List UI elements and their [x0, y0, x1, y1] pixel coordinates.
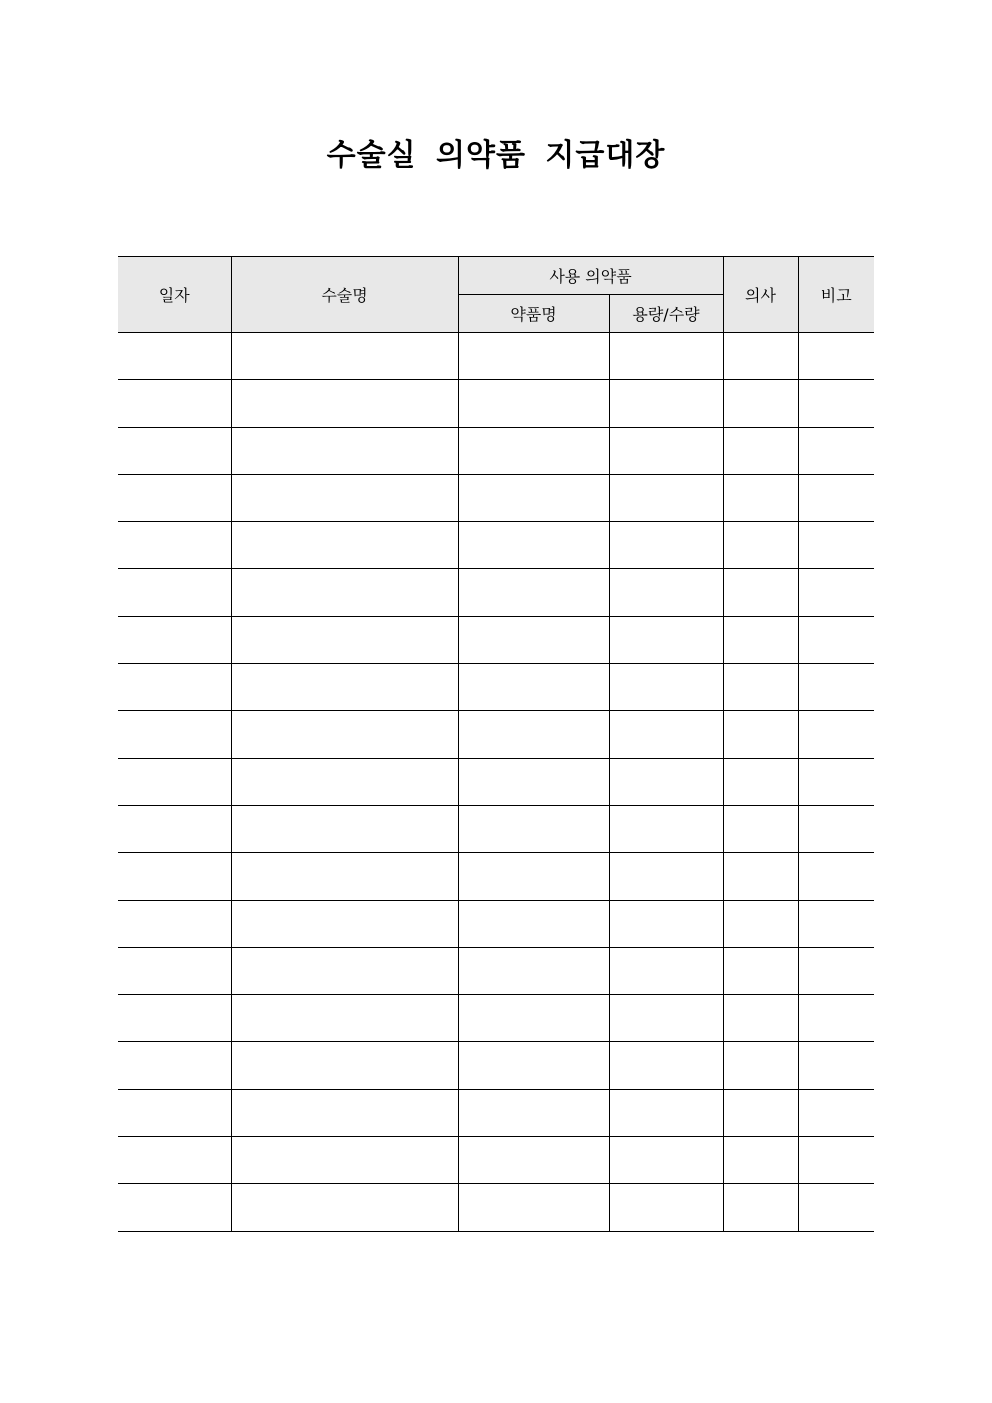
- doctor-cell[interactable]: [723, 474, 798, 521]
- page-title: 수술실 의약품 지급대장: [326, 138, 666, 173]
- date-cell[interactable]: [118, 805, 231, 852]
- remarks-cell[interactable]: [798, 1042, 874, 1089]
- table-row: [118, 1184, 874, 1231]
- medicine-name-cell[interactable]: [458, 1089, 609, 1136]
- dose-quantity-cell[interactable]: [609, 380, 723, 427]
- doctor-cell[interactable]: [723, 427, 798, 474]
- remarks-cell[interactable]: [798, 616, 874, 663]
- doctor-cell[interactable]: [723, 947, 798, 994]
- dose-quantity-cell[interactable]: [609, 1089, 723, 1136]
- remarks-cell[interactable]: [798, 569, 874, 616]
- dose-quantity-cell[interactable]: [609, 1042, 723, 1089]
- table-row: [118, 380, 874, 427]
- surgery-name-cell[interactable]: [231, 995, 458, 1042]
- medicine-name-cell[interactable]: [458, 805, 609, 852]
- doctor-cell[interactable]: [723, 522, 798, 569]
- surgery-name-cell[interactable]: [231, 427, 458, 474]
- doctor-cell[interactable]: [723, 1184, 798, 1231]
- medicine-name-cell[interactable]: [458, 711, 609, 758]
- header-remarks: 비고: [798, 257, 874, 333]
- medicine-name-cell[interactable]: [458, 427, 609, 474]
- table-row: [118, 995, 874, 1042]
- date-cell[interactable]: [118, 900, 231, 947]
- surgery-name-cell[interactable]: [231, 1184, 458, 1231]
- table-header: [118, 257, 874, 333]
- date-cell[interactable]: [118, 995, 231, 1042]
- surgery-name-cell[interactable]: [231, 1137, 458, 1184]
- medicine-name-cell[interactable]: [458, 853, 609, 900]
- medicine-name-cell[interactable]: [458, 616, 609, 663]
- date-cell[interactable]: [118, 1184, 231, 1231]
- header-dose-quantity: 용량/수량: [609, 295, 723, 333]
- dose-quantity-cell[interactable]: [609, 333, 723, 380]
- medicine-name-cell[interactable]: [458, 522, 609, 569]
- doctor-cell[interactable]: [723, 853, 798, 900]
- date-cell[interactable]: [118, 947, 231, 994]
- date-cell[interactable]: [118, 1042, 231, 1089]
- table-row: [118, 474, 874, 521]
- doctor-cell[interactable]: [723, 380, 798, 427]
- date-cell[interactable]: [118, 664, 231, 711]
- doctor-cell[interactable]: [723, 333, 798, 380]
- header-medicine-group: 사용 의약품: [458, 257, 723, 295]
- remarks-cell[interactable]: [798, 333, 874, 380]
- remarks-cell[interactable]: [798, 664, 874, 711]
- remarks-cell[interactable]: [798, 522, 874, 569]
- remarks-cell[interactable]: [798, 711, 874, 758]
- table-row: [118, 853, 874, 900]
- dose-quantity-cell[interactable]: [609, 569, 723, 616]
- remarks-cell[interactable]: [798, 900, 874, 947]
- surgery-name-cell[interactable]: [231, 711, 458, 758]
- table-row: [118, 900, 874, 947]
- dose-quantity-cell[interactable]: [609, 711, 723, 758]
- date-cell[interactable]: [118, 333, 231, 380]
- surgery-name-cell[interactable]: [231, 900, 458, 947]
- medicine-name-cell[interactable]: [458, 1042, 609, 1089]
- table-body: [118, 333, 874, 1232]
- table-row: [118, 947, 874, 994]
- surgery-name-cell[interactable]: [231, 474, 458, 521]
- date-cell[interactable]: [118, 616, 231, 663]
- medicine-name-cell[interactable]: [458, 947, 609, 994]
- surgery-name-cell[interactable]: [231, 569, 458, 616]
- medicine-name-cell[interactable]: [458, 664, 609, 711]
- doctor-cell[interactable]: [723, 1137, 798, 1184]
- doctor-cell[interactable]: [723, 1089, 798, 1136]
- medicine-name-cell[interactable]: [458, 474, 609, 521]
- table-row: [118, 522, 874, 569]
- table-row: [118, 333, 874, 380]
- medicine-name-cell[interactable]: [458, 1184, 609, 1231]
- table-row: [118, 569, 874, 616]
- medicine-name-cell[interactable]: [458, 333, 609, 380]
- header-medicine-name: 약품명: [458, 295, 609, 333]
- table-row: [118, 711, 874, 758]
- remarks-cell[interactable]: [798, 1137, 874, 1184]
- doctor-cell[interactable]: [723, 616, 798, 663]
- doctor-cell[interactable]: [723, 664, 798, 711]
- remarks-cell[interactable]: [798, 805, 874, 852]
- surgery-name-cell[interactable]: [231, 616, 458, 663]
- medicine-name-cell[interactable]: [458, 380, 609, 427]
- date-cell[interactable]: [118, 758, 231, 805]
- date-cell[interactable]: [118, 569, 231, 616]
- remarks-cell[interactable]: [798, 758, 874, 805]
- dose-quantity-cell[interactable]: [609, 758, 723, 805]
- remarks-cell[interactable]: [798, 474, 874, 521]
- surgery-name-cell[interactable]: [231, 758, 458, 805]
- dose-quantity-cell[interactable]: [609, 616, 723, 663]
- dose-quantity-cell[interactable]: [609, 664, 723, 711]
- table-row: [118, 616, 874, 663]
- date-cell[interactable]: [118, 853, 231, 900]
- dose-quantity-cell[interactable]: [609, 805, 723, 852]
- surgery-name-cell[interactable]: [231, 947, 458, 994]
- dose-quantity-cell[interactable]: [609, 947, 723, 994]
- doctor-cell[interactable]: [723, 758, 798, 805]
- date-cell[interactable]: [118, 474, 231, 521]
- medicine-name-cell[interactable]: [458, 1137, 609, 1184]
- remarks-cell[interactable]: [798, 380, 874, 427]
- table-row: [118, 1042, 874, 1089]
- remarks-cell[interactable]: [798, 427, 874, 474]
- table-row: [118, 1089, 874, 1136]
- surgery-name-cell[interactable]: [231, 380, 458, 427]
- medicine-name-cell[interactable]: [458, 569, 609, 616]
- dose-quantity-cell[interactable]: [609, 1184, 723, 1231]
- remarks-cell[interactable]: [798, 995, 874, 1042]
- date-cell[interactable]: [118, 380, 231, 427]
- medicine-ledger-table: [118, 256, 874, 1232]
- date-cell[interactable]: [118, 711, 231, 758]
- table-row: [118, 805, 874, 852]
- surgery-name-cell[interactable]: [231, 853, 458, 900]
- doctor-cell[interactable]: [723, 805, 798, 852]
- table-row: [118, 1137, 874, 1184]
- remarks-cell[interactable]: [798, 853, 874, 900]
- dose-quantity-cell[interactable]: [609, 522, 723, 569]
- remarks-cell[interactable]: [798, 1184, 874, 1231]
- doctor-cell[interactable]: [723, 711, 798, 758]
- remarks-cell[interactable]: [798, 1089, 874, 1136]
- date-cell[interactable]: [118, 522, 231, 569]
- date-cell[interactable]: [118, 1089, 231, 1136]
- dose-quantity-cell[interactable]: [609, 474, 723, 521]
- medicine-name-cell[interactable]: [458, 758, 609, 805]
- dose-quantity-cell[interactable]: [609, 853, 723, 900]
- medicine-name-cell[interactable]: [458, 995, 609, 1042]
- surgery-name-cell[interactable]: [231, 664, 458, 711]
- table-row: [118, 664, 874, 711]
- table-row: [118, 427, 874, 474]
- surgery-name-cell[interactable]: [231, 522, 458, 569]
- date-cell[interactable]: [118, 427, 231, 474]
- dose-quantity-cell[interactable]: [609, 995, 723, 1042]
- medicine-name-cell[interactable]: [458, 900, 609, 947]
- date-cell[interactable]: [118, 1137, 231, 1184]
- header-surgery-name: 수술명: [231, 257, 458, 333]
- doctor-cell[interactable]: [723, 995, 798, 1042]
- header-doctor: 의사: [723, 257, 798, 333]
- doctor-cell[interactable]: [723, 1042, 798, 1089]
- surgery-name-cell[interactable]: [231, 1089, 458, 1136]
- surgery-name-cell[interactable]: [231, 333, 458, 380]
- table-row: [118, 758, 874, 805]
- surgery-name-cell[interactable]: [231, 1042, 458, 1089]
- dose-quantity-cell[interactable]: [609, 1137, 723, 1184]
- doctor-cell[interactable]: [723, 569, 798, 616]
- dose-quantity-cell[interactable]: [609, 427, 723, 474]
- header-date: 일자: [118, 257, 231, 333]
- surgery-name-cell[interactable]: [231, 805, 458, 852]
- doctor-cell[interactable]: [723, 900, 798, 947]
- dose-quantity-cell[interactable]: [609, 900, 723, 947]
- remarks-cell[interactable]: [798, 947, 874, 994]
